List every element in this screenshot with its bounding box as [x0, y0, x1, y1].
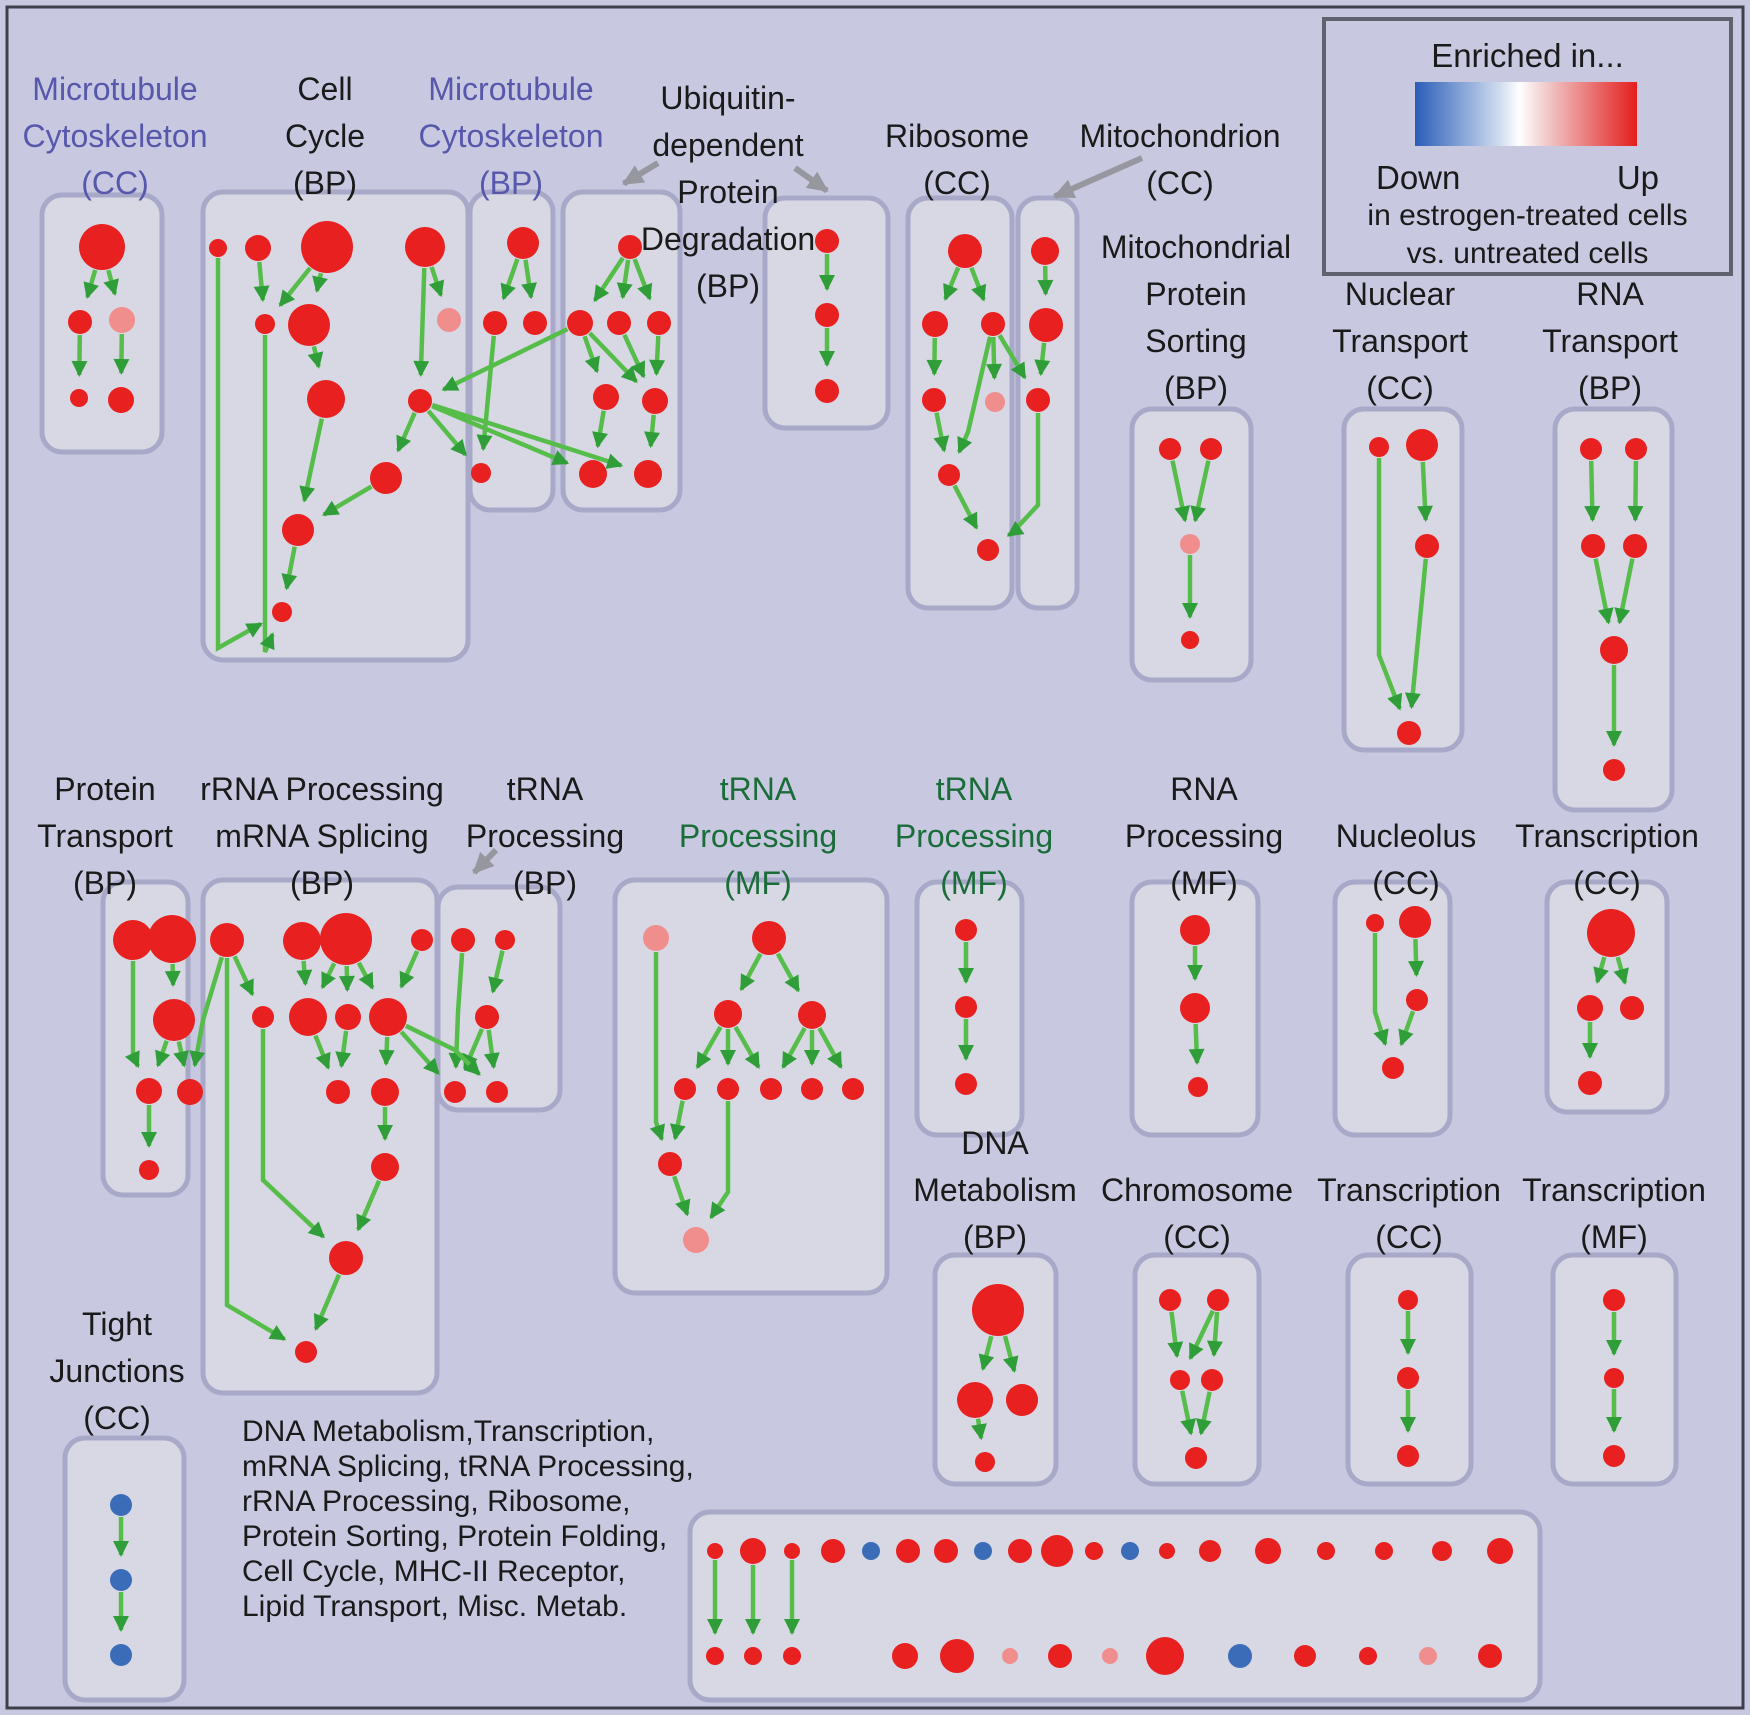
go-term-node-trna-processing-bp: [444, 1081, 466, 1103]
go-term-node-transcription-cc: [1577, 995, 1603, 1021]
go-term-node-rrna-processing-mrna-splicing-bp: [411, 929, 433, 951]
go-term-node-rrna-processing-mrna-splicing-bp: [283, 922, 321, 960]
go-term-node-rrna-processing-mrna-splicing-bp: [326, 1080, 350, 1104]
go-term-node-mixed-terms: [707, 1543, 723, 1559]
go-term-node-cell-cycle-bp: [245, 235, 271, 261]
group-label-line: rRNA Processing: [200, 771, 444, 807]
go-term-node-rna-processing-mf: [1180, 915, 1210, 945]
go-term-node-cell-cycle-bp: [437, 308, 461, 332]
group-label-line: Sorting: [1145, 323, 1247, 359]
group-label-nucleolus-cc: [1336, 813, 1477, 907]
legend-subtitle-1: in estrogen-treated cells: [1367, 199, 1688, 232]
go-term-node-trna-processing-mf-small: [955, 996, 977, 1018]
group-label-line: RNA: [1170, 771, 1238, 807]
go-term-node-tight-junctions-cc: [110, 1644, 132, 1666]
group-label-line: Nuclear: [1344, 276, 1456, 312]
go-term-node-ribosome-cc: [981, 312, 1005, 336]
legend: [1322, 17, 1733, 276]
group-label-ribosome-cc: [885, 113, 1029, 207]
go-term-node-ribosome-cc: [938, 464, 960, 486]
go-term-node-rna-transport-bp: [1625, 438, 1647, 460]
go-term-node-microtubule-cytoskeleton-bp: [483, 311, 507, 335]
group-label-line: Processing: [894, 818, 1054, 854]
go-term-node-chromosome-cc: [1185, 1447, 1207, 1469]
go-term-node-cell-cycle-bp: [288, 304, 330, 346]
group-label-trna-processing-mf-large: [679, 766, 837, 907]
go-term-node-dna-metabolism-bp: [972, 1284, 1024, 1336]
group-label-line: (BP): [1164, 370, 1228, 406]
go-term-node-ubiquitin-degradation-bp-1: [567, 310, 593, 336]
go-term-node-rna-transport-bp: [1623, 534, 1647, 558]
edge-rna-transport-bp: [1635, 461, 1636, 520]
edge-rrna-processing-mrna-splicing-bp: [347, 966, 348, 990]
go-term-node-transcription-cc: [1620, 996, 1644, 1020]
group-label-line: (CC): [83, 1400, 151, 1436]
go-term-node-trna-processing-mf-small: [955, 1073, 977, 1095]
legend-down-label: Down: [1376, 159, 1461, 196]
group-label-line: Processing: [465, 818, 625, 854]
go-term-node-chromosome-cc: [1201, 1369, 1223, 1391]
group-label-line: tRNA: [506, 771, 584, 807]
group-label-line: tRNA: [935, 771, 1013, 807]
group-label-line: (CC): [1146, 165, 1214, 201]
go-term-node-mixed-terms: [940, 1639, 974, 1673]
edge-ribosome-cc: [934, 338, 935, 374]
go-term-node-trna-processing-mf-large: [683, 1227, 709, 1253]
group-label-line: Processing: [1124, 818, 1284, 854]
go-term-node-mixed-terms: [1085, 1542, 1103, 1560]
group-label-rna-processing-mf: [1125, 766, 1283, 907]
go-term-node-trna-processing-mf-large: [801, 1078, 823, 1100]
go-term-node-dna-metabolism-bp: [975, 1452, 995, 1472]
edge-rna-transport-bp: [1591, 461, 1592, 520]
misc-category-line: DNA Metabolism,Transcription,: [242, 1415, 655, 1448]
go-term-node-mixed-terms: [1159, 1543, 1175, 1559]
go-term-node-transcription-cc: [1578, 1071, 1602, 1095]
go-term-node-mixed-terms: [1041, 1535, 1073, 1567]
go-term-node-rrna-processing-mrna-splicing-bp: [371, 1153, 399, 1181]
go-term-node-mixed-terms: [892, 1643, 918, 1669]
go-term-node-rna-transport-bp: [1603, 759, 1625, 781]
go-term-node-mixed-terms: [1102, 1648, 1118, 1664]
go-term-node-transcription-mf: [1603, 1445, 1625, 1467]
group-label-trna-processing-mf-small: [895, 766, 1053, 907]
group-label-cell-cycle-bp: [285, 66, 365, 207]
go-term-node-rrna-processing-mrna-splicing-bp: [335, 1004, 361, 1030]
edge-nuclear-transport-cc: [1423, 462, 1426, 520]
group-box-nuclear-transport-cc: [1344, 409, 1462, 750]
go-term-node-protein-transport-bp: [136, 1078, 162, 1104]
go-term-node-mixed-terms: [1228, 1644, 1252, 1668]
go-term-node-trna-processing-mf-large: [752, 921, 786, 955]
go-term-node-nucleolus-cc: [1366, 914, 1384, 932]
group-label-transcription-cc: [1515, 813, 1699, 907]
go-term-node-rrna-processing-mrna-splicing-bp: [289, 998, 327, 1036]
go-term-node-trna-processing-mf-large: [842, 1078, 864, 1100]
go-term-node-nuclear-transport-cc: [1415, 534, 1439, 558]
go-term-node-mitochondrial-protein-sorting-bp: [1159, 438, 1181, 460]
legend-up-label: Up: [1616, 159, 1659, 196]
go-term-node-tight-junctions-cc: [110, 1494, 132, 1516]
go-term-node-ubiquitin-degradation-bp-1: [579, 460, 607, 488]
edge-ubiquitin-degradation-bp-1: [656, 336, 658, 374]
group-label-line: Degradation: [640, 221, 816, 257]
go-term-node-mixed-terms: [1317, 1542, 1335, 1560]
group-label-line: DNA: [961, 1125, 1029, 1161]
go-term-node-mixed-terms: [740, 1538, 766, 1564]
go-term-node-chromosome-cc: [1170, 1370, 1190, 1390]
go-term-node-protein-transport-bp: [177, 1079, 203, 1105]
group-label-line: (MF): [1170, 865, 1238, 901]
legend-gradient-bar: [1415, 82, 1637, 146]
group-label-line: Ribosome: [884, 118, 1030, 154]
go-term-node-mitochondrial-protein-sorting-bp: [1181, 631, 1199, 649]
go-term-node-ubiquitin-degradation-bp-1: [634, 460, 662, 488]
go-term-node-nuclear-transport-cc: [1369, 437, 1389, 457]
go-term-node-mixed-terms: [1359, 1647, 1377, 1665]
group-label-line: (CC): [1375, 1219, 1443, 1255]
group-label-microtubule-cytoskeleton-cc: [23, 66, 208, 207]
go-term-node-ubiquitin-degradation-bp-1: [647, 311, 671, 335]
go-term-node-rrna-processing-mrna-splicing-bp: [329, 1241, 363, 1275]
group-label-line: Metabolism: [913, 1172, 1077, 1208]
go-term-node-transcription-cc-2: [1397, 1445, 1419, 1467]
go-term-node-mixed-terms: [1002, 1648, 1018, 1664]
group-label-rna-transport-bp: [1542, 271, 1678, 412]
group-label-line: (CC): [1573, 865, 1641, 901]
go-term-node-mixed-terms: [934, 1539, 958, 1563]
group-label-line: Transport: [1332, 323, 1468, 359]
group-label-line: Transcription: [1522, 1172, 1706, 1208]
go-term-node-ubiquitin-degradation-bp-2: [815, 303, 839, 327]
group-label-line: Cytoskeleton: [22, 118, 208, 154]
group-label-line: Protein: [677, 174, 779, 210]
group-label-line: Microtubule: [32, 71, 198, 107]
edge-chromosome-cc: [1214, 1312, 1217, 1355]
go-term-node-ribosome-cc: [922, 311, 948, 337]
go-term-node-microtubule-cytoskeleton-cc: [108, 387, 134, 413]
go-term-node-rna-processing-mf: [1188, 1077, 1208, 1097]
go-term-node-transcription-cc-2: [1397, 1367, 1419, 1389]
go-term-node-mixed-terms: [783, 1647, 801, 1665]
group-box-mixed-terms: [690, 1512, 1540, 1700]
edge-protein-transport-bp: [173, 964, 174, 985]
group-label-line: mRNA Splicing: [215, 818, 429, 854]
go-term-node-mixed-terms: [1487, 1538, 1513, 1564]
edge-rrna-processing-mrna-splicing-bp: [304, 961, 306, 984]
go-term-node-protein-transport-bp: [153, 999, 195, 1041]
go-term-node-cell-cycle-bp: [301, 221, 353, 273]
go-term-node-ribosome-cc: [985, 392, 1005, 412]
go-term-node-trna-processing-bp: [486, 1081, 508, 1103]
go-term-node-mixed-terms: [706, 1647, 724, 1665]
edge-microtubule-cytoskeleton-cc: [79, 335, 80, 375]
go-term-node-trna-processing-bp: [451, 928, 475, 952]
go-term-node-cell-cycle-bp: [307, 380, 345, 418]
go-term-node-ribosome-cc: [922, 388, 946, 412]
group-label-line: Cytoskeleton: [418, 118, 604, 154]
go-term-node-mixed-terms: [1294, 1645, 1316, 1667]
misc-category-line: Cell Cycle, MHC-II Receptor,: [242, 1555, 626, 1588]
go-term-node-trna-processing-bp: [495, 930, 515, 950]
group-label-line: Ubiquitin-: [660, 80, 796, 116]
go-term-node-mitochondrion-cc: [1029, 308, 1063, 342]
group-label-line: (BP): [512, 865, 577, 901]
group-label-protein-transport-bp: [37, 766, 173, 907]
go-term-node-microtubule-cytoskeleton-bp: [507, 227, 539, 259]
go-term-node-nucleolus-cc: [1399, 906, 1431, 938]
group-label-line: Transport: [1542, 323, 1678, 359]
group-label-line: (BP): [478, 165, 543, 201]
group-label-line: dependent: [652, 127, 804, 163]
go-term-node-nucleolus-cc: [1382, 1057, 1404, 1079]
go-term-node-ubiquitin-degradation-bp-2: [815, 229, 839, 253]
go-term-node-nuclear-transport-cc: [1397, 721, 1421, 745]
edge-ubiquitin-degradation-bp-1: [651, 415, 654, 446]
group-box-rna-transport-bp: [1555, 409, 1672, 810]
group-label-line: Microtubule: [428, 71, 594, 107]
go-term-node-ribosome-cc: [948, 234, 982, 268]
go-term-node-rna-transport-bp: [1581, 534, 1605, 558]
group-label-nuclear-transport-cc: [1332, 271, 1468, 412]
group-label-transcription-cc-2: [1317, 1167, 1501, 1261]
go-term-node-transcription-mf: [1603, 1289, 1625, 1311]
go-term-node-rrna-processing-mrna-splicing-bp: [252, 1006, 274, 1028]
group-label-line: (BP): [289, 865, 354, 901]
group-label-line: Protein: [54, 771, 156, 807]
go-term-node-dna-metabolism-bp: [957, 1382, 993, 1418]
group-box-nucleolus-cc: [1335, 882, 1450, 1135]
go-term-node-rrna-processing-mrna-splicing-bp: [210, 923, 244, 957]
go-term-node-cell-cycle-bp: [282, 514, 314, 546]
go-term-node-rna-transport-bp: [1580, 438, 1602, 460]
go-term-node-mitochondrial-protein-sorting-bp: [1200, 438, 1222, 460]
go-term-node-mixed-terms: [1199, 1540, 1221, 1562]
go-term-node-rna-processing-mf: [1180, 993, 1210, 1023]
edge-nucleolus-cc: [1415, 939, 1416, 975]
group-label-microtubule-cytoskeleton-bp: [419, 66, 604, 207]
go-term-node-mixed-terms: [1478, 1644, 1502, 1668]
group-label-line: (BP): [292, 165, 357, 201]
group-label-line: (BP): [1578, 370, 1642, 406]
group-label-line: (CC): [1372, 865, 1440, 901]
go-term-node-mixed-terms: [1008, 1539, 1032, 1563]
go-term-node-mitochondrial-protein-sorting-bp: [1180, 534, 1200, 554]
go-term-node-rrna-processing-mrna-splicing-bp: [295, 1341, 317, 1363]
go-term-node-cell-cycle-bp: [272, 602, 292, 622]
go-term-node-cell-cycle-bp: [209, 239, 227, 257]
group-label-line: (CC): [923, 165, 991, 201]
go-term-node-mixed-terms: [1121, 1542, 1139, 1560]
go-term-node-cell-cycle-bp: [408, 389, 432, 413]
group-box-trna-processing-bp: [438, 887, 560, 1110]
group-label-line: Junctions: [49, 1353, 185, 1389]
go-term-node-trna-processing-mf-large: [798, 1001, 826, 1029]
go-term-node-trna-processing-mf-large: [674, 1078, 696, 1100]
go-term-node-ubiquitin-degradation-bp-2: [815, 379, 839, 403]
group-label-mitochondrion-cc: [1080, 113, 1281, 207]
group-label-line: (BP): [73, 865, 137, 901]
go-term-node-tight-junctions-cc: [110, 1569, 132, 1591]
group-label-rrna-processing-mrna-splicing-bp: [200, 766, 444, 907]
go-term-node-mitochondrion-cc: [1031, 237, 1059, 265]
go-term-node-transcription-cc-2: [1398, 1290, 1418, 1310]
group-label-line: (CC): [1366, 370, 1434, 406]
go-term-node-protein-transport-bp: [139, 1160, 159, 1180]
go-term-node-ubiquitin-degradation-bp-1: [607, 311, 631, 335]
go-term-node-nuclear-transport-cc: [1406, 429, 1438, 461]
group-label-trna-processing-bp: [466, 766, 624, 907]
edge-rrna-processing-mrna-splicing-bp: [386, 1037, 387, 1064]
go-term-node-rrna-processing-mrna-splicing-bp: [320, 913, 372, 965]
go-term-node-transcription-cc: [1587, 909, 1635, 957]
misc-category-line: mRNA Splicing, tRNA Processing,: [242, 1450, 694, 1483]
go-term-node-ubiquitin-degradation-bp-1: [593, 384, 619, 410]
group-label-line: Transcription: [1317, 1172, 1501, 1208]
go-term-node-chromosome-cc: [1159, 1289, 1181, 1311]
go-term-node-rrna-processing-mrna-splicing-bp: [371, 1078, 399, 1106]
group-label-tight-junctions-cc: [49, 1301, 184, 1442]
go-term-node-mixed-terms: [1375, 1542, 1393, 1560]
edge-rna-processing-mf: [1196, 1024, 1198, 1063]
group-label-line: Tight: [82, 1306, 152, 1342]
group-label-line: Mitochondrial: [1100, 229, 1292, 265]
go-term-node-rrna-processing-mrna-splicing-bp: [369, 998, 407, 1036]
go-term-node-mixed-terms: [1419, 1647, 1437, 1665]
go-term-node-trna-processing-mf-large: [643, 925, 669, 951]
group-label-line: (BP): [696, 268, 760, 304]
group-label-line: (MF): [724, 865, 792, 901]
group-label-line: Mitochondrion: [1079, 118, 1281, 154]
go-term-node-cell-cycle-bp: [405, 227, 445, 267]
group-label-line: Protein: [1145, 276, 1247, 312]
go-term-node-chromosome-cc: [1207, 1289, 1229, 1311]
legend-subtitle-2: vs. untreated cells: [1406, 237, 1649, 270]
misc-category-list: [242, 1414, 694, 1624]
group-label-line: tRNA: [719, 771, 797, 807]
group-label-ubiquitin-degradation-bp-1: [641, 75, 815, 310]
group-label-mitochondrial-protein-sorting-bp: [1101, 224, 1291, 412]
go-term-node-microtubule-cytoskeleton-bp: [523, 311, 547, 335]
legend-title: Enriched in...: [1431, 37, 1624, 74]
group-label-line: Nucleolus: [1335, 818, 1477, 854]
group-label-line: Transport: [37, 818, 173, 854]
go-term-node-cell-cycle-bp: [370, 462, 402, 494]
go-term-node-dna-metabolism-bp: [1006, 1384, 1038, 1416]
misc-category-line: rRNA Processing, Ribosome,: [242, 1485, 631, 1518]
go-term-node-trna-processing-mf-large: [714, 1000, 742, 1028]
group-label-dna-metabolism-bp: [913, 1120, 1077, 1261]
edge-microtubule-cytoskeleton-cc: [121, 334, 122, 373]
go-term-node-trna-processing-mf-large: [658, 1152, 682, 1176]
go-term-node-protein-transport-bp: [148, 915, 196, 963]
go-term-node-mixed-terms: [1048, 1644, 1072, 1668]
go-term-node-trna-processing-mf-small: [955, 919, 977, 941]
go-term-node-protein-transport-bp: [113, 920, 153, 960]
go-term-node-transcription-mf: [1604, 1368, 1624, 1388]
go-term-node-mixed-terms: [862, 1542, 880, 1560]
group-label-line: RNA: [1576, 276, 1644, 312]
go-term-node-trna-processing-mf-large: [717, 1078, 739, 1100]
group-label-line: (MF): [940, 865, 1008, 901]
group-label-line: (BP): [962, 1219, 1027, 1255]
group-label-line: Processing: [678, 818, 838, 854]
go-term-node-mixed-terms: [1432, 1541, 1452, 1561]
group-label-line: Transcription: [1515, 818, 1699, 854]
go-term-node-mixed-terms: [974, 1542, 992, 1560]
go-term-node-mixed-terms: [744, 1647, 762, 1665]
go-term-node-microtubule-cytoskeleton-cc: [68, 310, 92, 334]
group-label-line: (MF): [1580, 1219, 1648, 1255]
go-term-node-rna-transport-bp: [1600, 636, 1628, 664]
group-label-line: Cell: [297, 71, 353, 107]
go-term-node-mixed-terms: [821, 1539, 845, 1563]
go-term-node-microtubule-cytoskeleton-cc: [70, 389, 88, 407]
group-label-chromosome-cc: [1101, 1167, 1293, 1261]
go-term-node-nucleolus-cc: [1406, 989, 1428, 1011]
go-term-node-microtubule-cytoskeleton-cc: [109, 307, 135, 333]
go-term-node-mixed-terms: [896, 1539, 920, 1563]
go-term-node-microtubule-cytoskeleton-bp: [471, 463, 491, 483]
group-label-line: (CC): [81, 165, 149, 201]
go-term-node-mixed-terms: [784, 1543, 800, 1559]
edge-ribosome-cc: [993, 337, 994, 378]
group-label-line: Chromosome: [1100, 1172, 1294, 1208]
go-term-node-trna-processing-mf-large: [760, 1078, 782, 1100]
go-term-node-mixed-terms: [1146, 1637, 1184, 1675]
go-term-node-microtubule-cytoskeleton-cc: [79, 224, 125, 270]
go-term-node-cell-cycle-bp: [255, 314, 275, 334]
go-term-node-ubiquitin-degradation-bp-1: [618, 235, 642, 259]
group-label-transcription-mf: [1522, 1167, 1706, 1261]
go-term-node-ubiquitin-degradation-bp-1: [642, 388, 668, 414]
edge-dna-metabolism-bp: [978, 1419, 981, 1439]
misc-category-line: Lipid Transport, Misc. Metab.: [242, 1590, 628, 1623]
go-term-node-trna-processing-bp: [475, 1005, 499, 1029]
group-label-line: Cycle: [284, 118, 366, 154]
group-label-line: (CC): [1163, 1219, 1231, 1255]
go-term-node-ribosome-cc: [977, 539, 999, 561]
misc-category-line: Protein Sorting, Protein Folding,: [242, 1520, 668, 1553]
go-term-node-mixed-terms: [1255, 1538, 1281, 1564]
go-term-node-mitochondrion-cc: [1026, 388, 1050, 412]
